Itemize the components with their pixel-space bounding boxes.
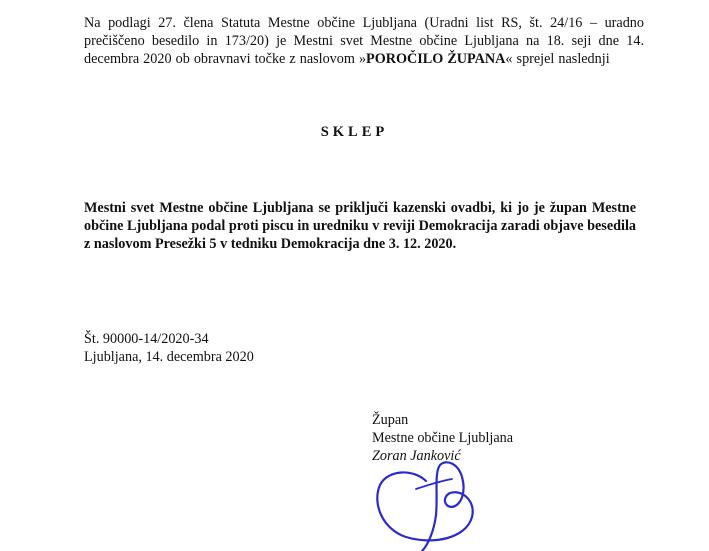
decision-heading: SKLEP [320,124,389,140]
intro-text-after: « sprejel naslednji [505,51,610,67]
intro-text-before: Na podlagi 27. člena Statuta Mestne občine Ljubljana (Uradni list RS, št. 24/16 – uradno prečiščeno besedilo in 173/20) je Mestni svet Mestne občine Ljubljana na 18. seji dne 14. decembra 2020 ob obravnavi točke z naslovom » [84,15,644,67]
signatory-role: Župan [372,412,409,428]
reference-block [84,330,254,366]
agenda-item-title: POROČILO ŽUPANA [366,51,506,67]
reference-number: Št. 90000-14/2020-34 [84,331,209,347]
signatory-organization: Mestne občine Ljubljana [372,430,514,446]
place-date: Ljubljana, 14. decembra 2020 [84,349,254,365]
signatory-name: Zoran Janković [372,448,461,464]
handwritten-signature-icon [366,455,506,551]
intro-paragraph [84,14,644,68]
decision-text: Mestni svet Mestne občine Ljubljana se priključi kazenski ovadbi, ki jo je župan Mestne občine Ljubljana podal proti piscu in uredniku v reviji Demokracija zaradi objave besedila z naslovom Presežki 5 v tedniku Demokracija dne 3. 12. 2020. [84,200,636,252]
